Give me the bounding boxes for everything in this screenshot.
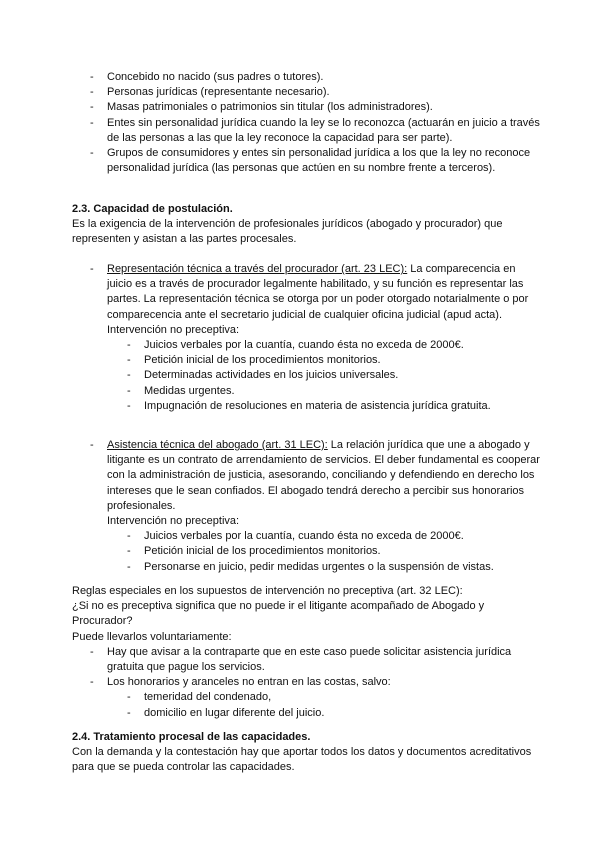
list-item-text: Petición inicial de los procedimientos monitorios. (144, 354, 381, 367)
list-item (72, 399, 542, 414)
bullet-dash: - (90, 147, 94, 160)
list-item (72, 100, 542, 115)
list-item-text: Masas patrimoniales o patrimonios sin titular (los administradores). (107, 101, 433, 114)
section-24-text: Con la demanda y la contestación hay que aportar todos los datos y documentos acreditativos para que se pueda controlar las capacidades. (72, 746, 532, 774)
bullet-dash: - (127, 354, 131, 367)
list-item (72, 85, 542, 100)
section-intro: Es la exigencia de la intervención de profesionales jurídicos (abogado y procurador) que representen y asistan a las partes procesales. (72, 218, 503, 246)
procurador-text: La comparecencia en juicio es a través de procurador legalmente habilitado, y su función es representar las partes. La representación técnica se otorga por un poder otorgado notarialmente o por comparecencia ante el secretario judicial de cualquier oficina judicial (apud acta). (107, 263, 529, 321)
bullet-dash: - (90, 263, 94, 275)
reglas-block (72, 584, 542, 721)
list-item (72, 368, 542, 383)
list-item-text: Medidas urgentes. (144, 384, 235, 397)
bullet-dash: - (127, 706, 131, 719)
list-item (72, 529, 542, 544)
reglas-line: Reglas especiales en los supuestos de intervención no preceptiva (art. 32 LEC): (72, 585, 463, 597)
list-item (72, 645, 542, 675)
list-item-text: Petición inicial de los procedimientos monitorios. (144, 545, 381, 558)
no-preceptiva-label: Intervención no preceptiva: (107, 515, 240, 528)
list-item-text: Determinadas actividades en los juicios universales. (144, 369, 399, 382)
procurador-block (72, 262, 542, 414)
voluntary-line: Puede llevarlos voluntariamente: (72, 630, 232, 643)
list-item (72, 353, 542, 368)
procurador-title: Representación técnica a través del procurador (art. 23 LEC): (107, 263, 408, 275)
bullet-dash: - (127, 399, 131, 412)
bullet-dash: - (127, 560, 131, 573)
abogado-title: Asistencia técnica del abogado (art. 31 LEC): (107, 439, 328, 451)
list-item-text: Hay que avisar a la contraparte que en este caso puede solicitar asistencia jurídica gratuita que pague los servicios. (107, 645, 512, 674)
list-item-text: Entes sin personalidad jurídica cuando la ley se lo reconozca (actuarán en juicio a través de las personas a las que la ley reconoce la capacidad para ser parte). (107, 116, 540, 144)
list-item-text: Impugnación de resoluciones en materia de asistencia jurídica gratuita. (144, 399, 491, 412)
list-item-text: Personarse en juicio, pedir medidas urgentes o la suspensión de vistas. (144, 560, 494, 573)
bullet-dash: - (90, 101, 94, 114)
list-item (72, 384, 542, 399)
list-item (72, 116, 542, 146)
no-preceptiva-label: Intervención no preceptiva: (107, 323, 240, 336)
list-item (72, 262, 542, 338)
list-item-text: Personas jurídicas (representante necesario). (107, 86, 330, 99)
bullet-dash: - (90, 71, 94, 83)
list-item (72, 675, 542, 690)
list-item-text: Concebido no nacido (sus padres o tutores). (107, 71, 324, 83)
list-item-text: Grupos de consumidores y entes sin personalidad jurídica a los que la ley no reconoce personalidad jurídica (las personas que actúen en su nombre frente a terceros). (107, 147, 531, 175)
bullet-dash: - (127, 384, 131, 397)
list-item (72, 438, 542, 529)
list-item-text: domicilio en lugar diferente del juicio. (144, 706, 325, 719)
list-item-text: Juicios verbales por la cuantía, cuando ésta no exceda de 2000€. (144, 530, 464, 543)
list-item (72, 146, 542, 176)
list-item (72, 338, 542, 353)
bullet-dash: - (90, 116, 94, 129)
list-item (72, 544, 542, 559)
list-item (72, 560, 542, 575)
list-item-text: Juicios verbales por la cuantía, cuando ésta no exceda de 2000€. (144, 339, 464, 352)
list-item-text: temeridad del condenado, (144, 691, 272, 704)
section-heading-2-3: 2.3. Capacidad de postulación. (72, 203, 233, 215)
bullet-dash: - (127, 545, 131, 558)
bullet-dash: - (90, 86, 94, 99)
bullet-dash: - (127, 530, 131, 543)
bullet-dash: - (90, 439, 94, 451)
list-item (72, 690, 542, 705)
bullet-dash: - (127, 339, 131, 352)
abogado-text: La relación jurídica que une a abogado y litigante es un contrato de arrendamiento de servicios. El deber fundamental es cooperar con la administración de justicia, asesorando, conciliando y defendiendo en derecho los intereses que le sean confiados. El abogado tendrá derecho a percibir sus honorarios profesionales. (107, 439, 540, 512)
list-item-text: Los honorarios y aranceles no entran en las costas, salvo: (107, 676, 391, 689)
abogado-block (72, 438, 542, 575)
list-item (72, 70, 542, 85)
question-line: ¿Si no es preceptiva significa que no puede ir el litigante acompañado de Abogado y Procurador? (72, 600, 485, 628)
bullet-dash: - (90, 676, 94, 689)
list-item (72, 706, 542, 721)
list-top (72, 70, 542, 176)
bullet-dash: - (127, 369, 131, 382)
section-heading-2-4: 2.4. Tratamiento procesal de las capacidades. (72, 731, 311, 743)
bullet-dash: - (127, 691, 131, 704)
bullet-dash: - (90, 645, 94, 658)
